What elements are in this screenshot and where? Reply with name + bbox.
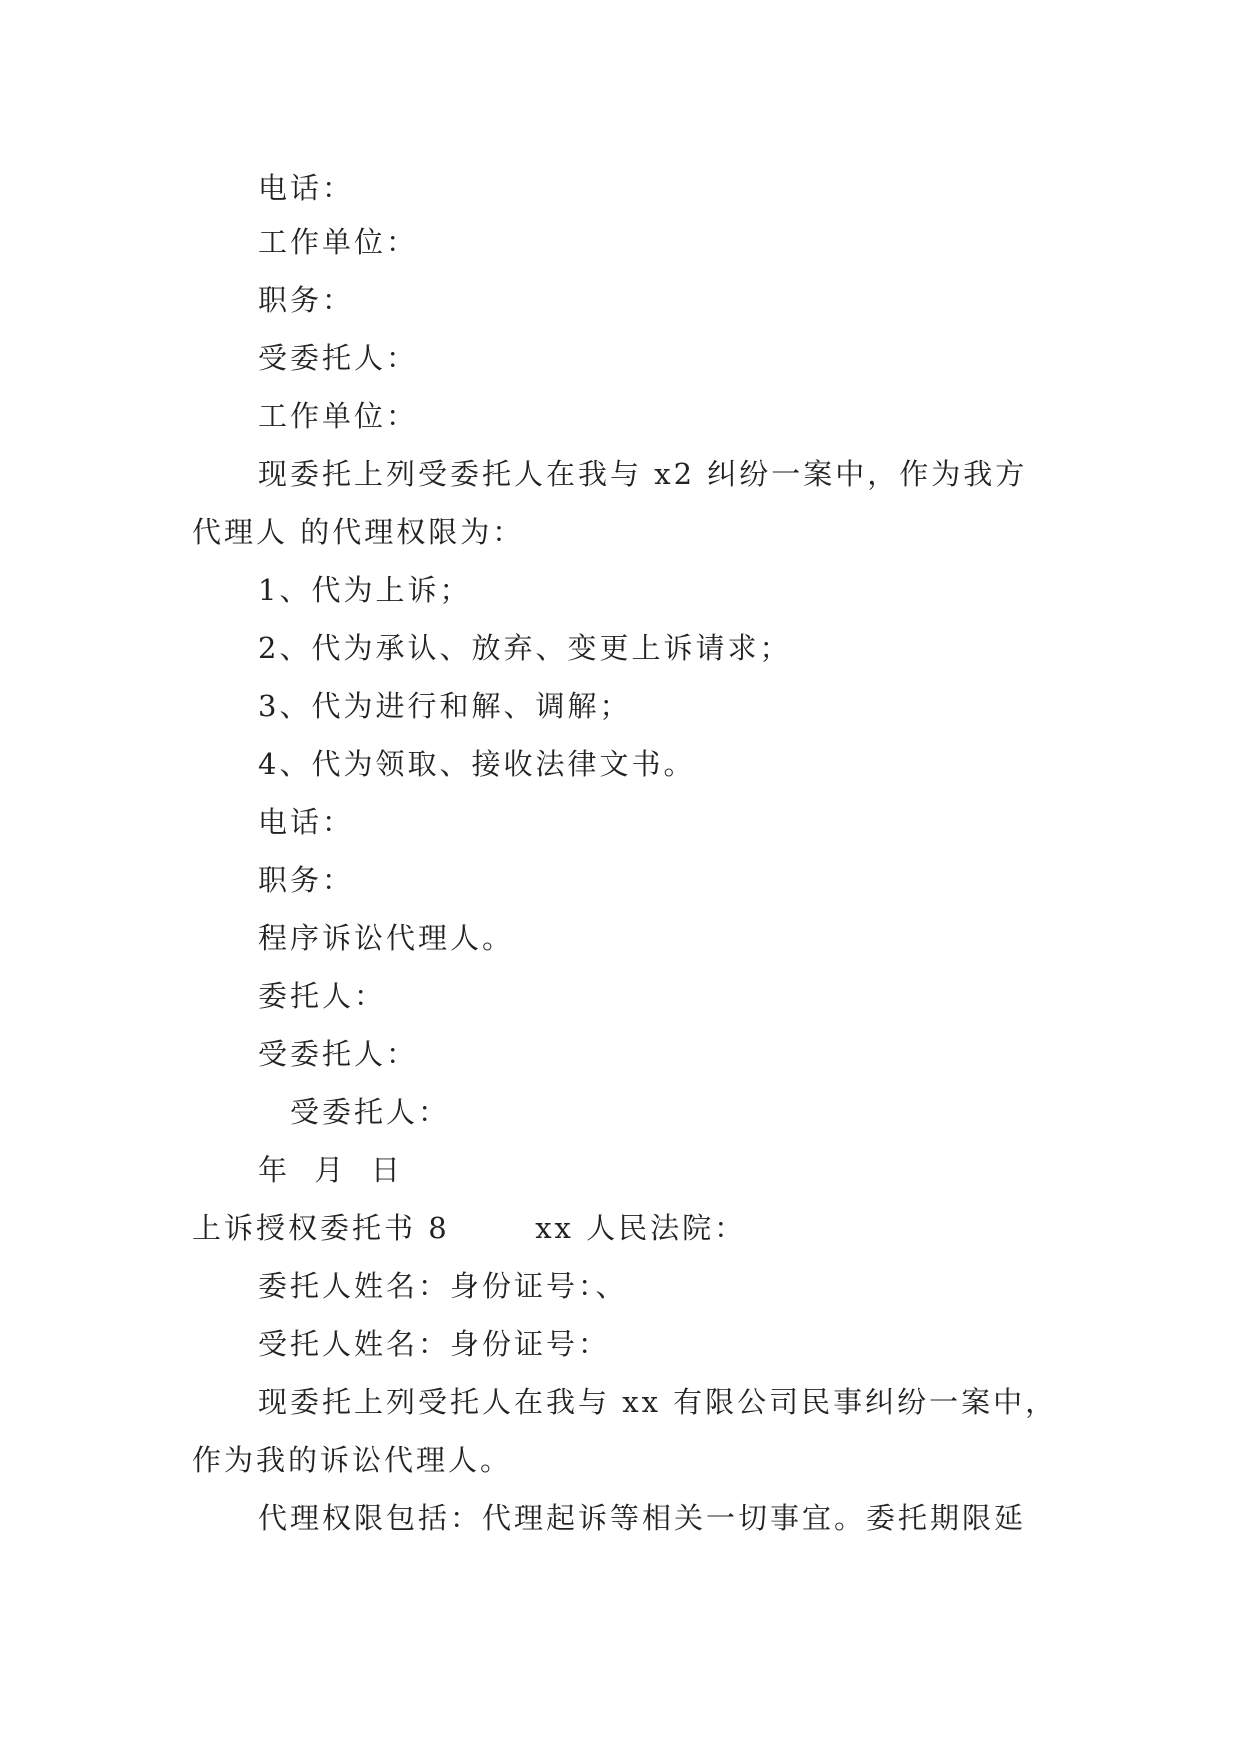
text-line: 工作单位： <box>258 399 419 433</box>
text-line: 受委托人： <box>258 1037 419 1071</box>
text-line: 职务： <box>258 283 355 317</box>
text-line: 3、代为进行和解、调解； <box>258 689 632 723</box>
text-line: 电话： <box>258 171 355 205</box>
text-line: 职务： <box>258 863 355 897</box>
text-line: 电话： <box>258 805 355 839</box>
text-line: 2、代为承认、放弃、变更上诉请求； <box>258 631 792 665</box>
text-line: 代理权限包括：代理起诉等相关一切事宜。委托期限延 <box>258 1501 1027 1535</box>
text-line: 现委托上列受委托人在我与 x2 纠纷一案中，作为我方 <box>258 457 1028 491</box>
text-line: 受托人姓名：身份证号： <box>258 1327 611 1361</box>
text-line: 受委托人： <box>258 341 419 375</box>
text-line: 1、代为上诉； <box>258 573 472 607</box>
text-line: 作为我的诉讼代理人。 <box>192 1443 513 1477</box>
text-line: 代理人 的代理权限为： <box>192 515 525 549</box>
text-line: 委托人： <box>258 979 387 1013</box>
text-line: 上诉授权委托书 8 xx 人民法院： <box>192 1211 747 1245</box>
text-line: 工作单位： <box>258 225 419 259</box>
text-line: 年 月 日 <box>258 1153 403 1187</box>
text-line: 委托人姓名：身份证号：、 <box>258 1269 628 1303</box>
text-line: 程序诉讼代理人。 <box>258 921 515 955</box>
text-line: 受委托人： <box>290 1095 451 1129</box>
text-line: 4、代为领取、接收法律文书。 <box>258 747 696 781</box>
text-line: 现委托上列受托人在我与 xx 有限公司民事纠纷一案中， <box>258 1385 1058 1419</box>
